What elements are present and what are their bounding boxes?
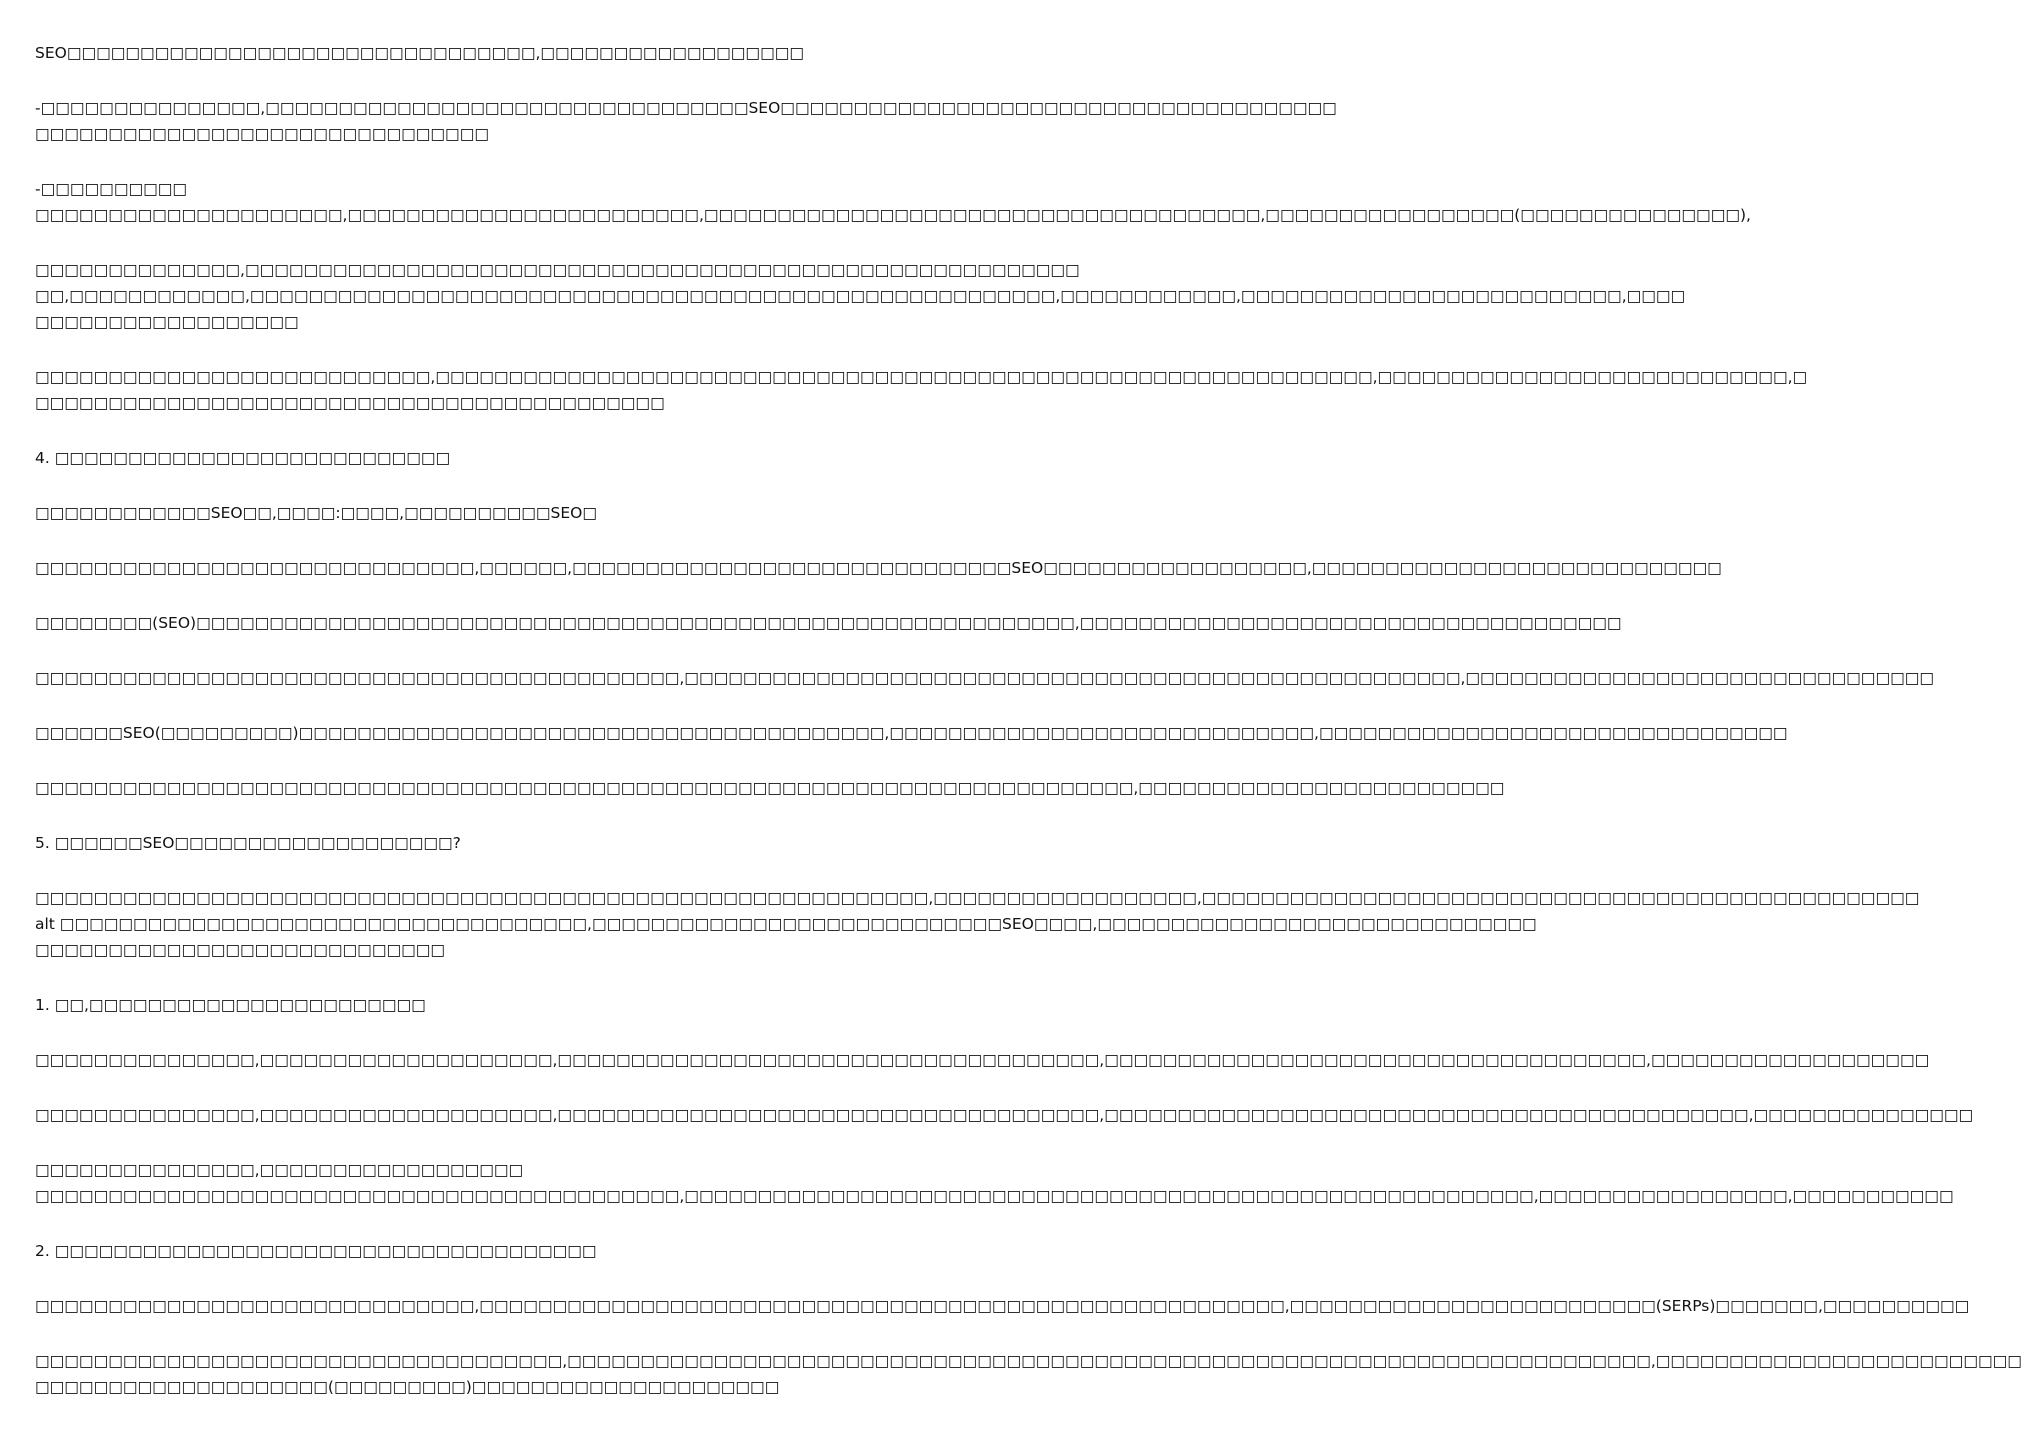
text-line: 2. □□□□□□□□□□□□□□□□□□□□□□□□□□□□□□□□□□□□□	[35, 1242, 597, 1260]
text-line: □□□□□□□□□□□□□□□□□□□□□□□□□□□□□□□□□□□□□□□□□□□□,□□□□□□□□□□□□□□□□□□□□□□□□□□□□□□□□□□□□□□□□□□□□□□□□□□□□□□□□□□,□□□□□□□□□□□□□□□□□,□□□□□□□□□□□	[35, 1187, 1954, 1205]
text-line: □□□□□□□□□□□□□□□□□□□□□,□□□□□□□□□□□□□□□□□□□□□□□□,□□□□□□□□□□□□□□□□□□□□□□□□□□□□□□□□□□□□□□,□□□□□□□□□□□□□□□□□(□□□□□□□□□□□□□□□),	[35, 206, 1751, 224]
paragraph	[35, 257, 1686, 335]
text-line: □□□□□□□□□□□□□□,□□□□□□□□□□□□□□□□□□□□□□□□□□□□□□□□□□□□□□□□□□□□□□□□□□□□□□□□□	[35, 261, 1080, 279]
paragraph	[35, 992, 990, 1018]
text-line: □□□□□□□□□□□□□□□□□□□□□□□□□□□□□□□	[35, 125, 489, 143]
text-line: SEO□□□□□□□□□□□□□□□□□□□□□□□□□□□□□□□□,□□□□□□□□□□□□□□□□□□	[35, 44, 804, 62]
paragraph	[35, 500, 990, 526]
paragraph	[35, 364, 1808, 416]
paragraph	[35, 775, 1505, 801]
text-line: □□□□□□SEO(□□□□□□□□□)□□□□□□□□□□□□□□□□□□□□□□□□□□□□□□□□□□□□□□□□,□□□□□□□□□□□□□□□□□□□□□□□□□□□□□,□□□□□□□□□□□□□□□□□□□□□□□□□□□□□□□□	[35, 724, 1788, 742]
text-line: □□□□□□□□□□□□□□□□□□	[35, 313, 299, 331]
text-line: -□□□□□□□□□□	[35, 180, 188, 198]
text-line: □□□□□□□□□□□□□□□□□□□□□□□□□□□,□□□□□□□□□□□□□□□□□□□□□□□□□□□□□□□□□□□□□□□□□□□□□□□□□□□□□□□□□□□□□□□□,□□□□□□□□□□□□□□□□□□□□□□□□□□□□,□	[35, 368, 1808, 386]
text-line: □□□□□□□□□□□□□□□□□□□□□□□□□□□□□□□□□□□□□□□□□□□□,□□□□□□□□□□□□□□□□□□□□□□□□□□□□□□□□□□□□□□□□□□□□□□□□□□□□□,□□□□□□□□□□□□□□□□□□□□□□□□□□□□□□□□	[35, 669, 1935, 687]
text-line: □□□□□□□□□□□□□□□,□□□□□□□□□□□□□□□□□□□□,□□□□□□□□□□□□□□□□□□□□□□□□□□□□□□□□□□□□□,□□□□□□□□□□□□□□□□□□□□□□□□□□□□□□□□□□□□□□□□□□□□,□□□□□□□□□□□□□□□	[35, 1106, 1974, 1124]
paragraph	[35, 1102, 1974, 1128]
text-line: □□□□□□□□□□□□□□□□□□□□□□□□□□□□□□□□□□□□,□□□□□□□□□□□□□□□□□□□□□□□□□□□□□□□□□□□□□□□□□□□□□□□□□□□□□□□□□□□□□□□□□□□□□□□□□□,□□□□□□□□□□□□□□□□□□□□□□□□□	[35, 1352, 2022, 1370]
text-line: alt □□□□□□□□□□□□□□□□□□□□□□□□□□□□□□□□□□□□,□□□□□□□□□□□□□□□□□□□□□□□□□□□□SEO□□□□,□□□□□□□□□□□□□□□□□□□□□□□□□□□□□□	[35, 915, 1537, 933]
paragraph	[35, 1157, 1954, 1209]
paragraph	[35, 720, 1788, 746]
paragraph	[35, 445, 990, 471]
document-page	[35, 40, 2022, 1429]
text-line: □□□□□□□□(SEO)□□□□□□□□□□□□□□□□□□□□□□□□□□□□□□□□□□□□□□□□□□□□□□□□□□□□□□□□□□□□,□□□□□□□□□□□□□□□□□□□□□□□□□□□□□□□□□□□□□	[35, 614, 1622, 632]
paragraph	[35, 830, 990, 856]
paragraph	[35, 95, 1337, 147]
text-line: -□□□□□□□□□□□□□□□,□□□□□□□□□□□□□□□□□□□□□□□□□□□□□□□□□SEO□□□□□□□□□□□□□□□□□□□□□□□□□□□□□□□□□□□□□□	[35, 99, 1337, 117]
paragraph	[35, 40, 990, 66]
paragraph	[35, 1348, 2022, 1400]
text-line: □□□□□□□□□□□□□□□□□□□□□□□□□□□□□□□□□□□□□□□□□□□□□□□□□□□□□□□□□□□□□,□□□□□□□□□□□□□□□□□□,□□□□□□□□□□□□□□□□□□□□□□□□□□□□□□□□□□□□□□□□□□□□□□□□□	[35, 889, 1920, 907]
text-line: 4. □□□□□□□□□□□□□□□□□□□□□□□□□□□	[35, 449, 451, 467]
text-line: □□□□□□□□□□□□□□□,□□□□□□□□□□□□□□□□□□	[35, 1161, 524, 1179]
paragraph	[35, 1238, 990, 1264]
paragraph	[35, 176, 1751, 228]
text-line: □□□□□□□□□□□□□□□□□□□□(□□□□□□□□□)□□□□□□□□□□□□□□□□□□□□□	[35, 1378, 780, 1396]
text-line: □□□□□□□□□□□□SEO□□,□□□□:□□□□,□□□□□□□□□□SEO□	[35, 504, 598, 522]
paragraph	[35, 610, 1622, 636]
text-line: □□□□□□□□□□□□□□□□□□□□□□□□□□□□□□□□□□□□□□□□□□□□□□□□□□□□□□□□□□□□□□□□□□□□□□□□□□□,□□□□□□□□□□□□□□□□□□□□□□□□□	[35, 779, 1505, 797]
text-line: 1. □□,□□□□□□□□□□□□□□□□□□□□□□□	[35, 996, 426, 1014]
paragraph	[35, 555, 1722, 581]
paragraph	[35, 885, 1920, 963]
text-line: □□□□□□□□□□□□□□□□□□□□□□□□□□□□	[35, 941, 446, 959]
text-line: □□□□□□□□□□□□□□□□□□□□□□□□□□□□□□,□□□□□□□□□□□□□□□□□□□□□□□□□□□□□□□□□□□□□□□□□□□□□□□□□□□□□□□,□□□□□□□□□□□□□□□□□□□□□□□□□(SERPs)□□□□□□□,□□□□□□□□□□	[35, 1297, 1970, 1315]
paragraph	[35, 1293, 1970, 1319]
paragraph	[35, 1047, 1930, 1073]
text-line: □□□□□□□□□□□□□□□□□□□□□□□□□□□□□□□□□□□□□□□□□□□	[35, 394, 665, 412]
text-line: □□,□□□□□□□□□□□□,□□□□□□□□□□□□□□□□□□□□□□□□□□□□□□□□□□□□□□□□□□□□□□□□□□□□□□□,□□□□□□□□□□□□,□□□□□□□□□□□□□□□□□□□□□□□□□□,□□□□	[35, 287, 1686, 305]
text-line: □□□□□□□□□□□□□□□,□□□□□□□□□□□□□□□□□□□□,□□□□□□□□□□□□□□□□□□□□□□□□□□□□□□□□□□□□□,□□□□□□□□□□□□□□□□□□□□□□□□□□□□□□□□□□□□□,□□□□□□□□□□□□□□□□□□□	[35, 1051, 1930, 1069]
text-line: 5. □□□□□□SEO□□□□□□□□□□□□□□□□□□□?	[35, 834, 461, 852]
text-line: □□□□□□□□□□□□□□□□□□□□□□□□□□□□□□,□□□□□□,□□□□□□□□□□□□□□□□□□□□□□□□□□□□□□SEO□□□□□□□□□□□□□□□□□□,□□□□□□□□□□□□□□□□□□□□□□□□□□□□	[35, 559, 1722, 577]
paragraph	[35, 665, 1935, 691]
